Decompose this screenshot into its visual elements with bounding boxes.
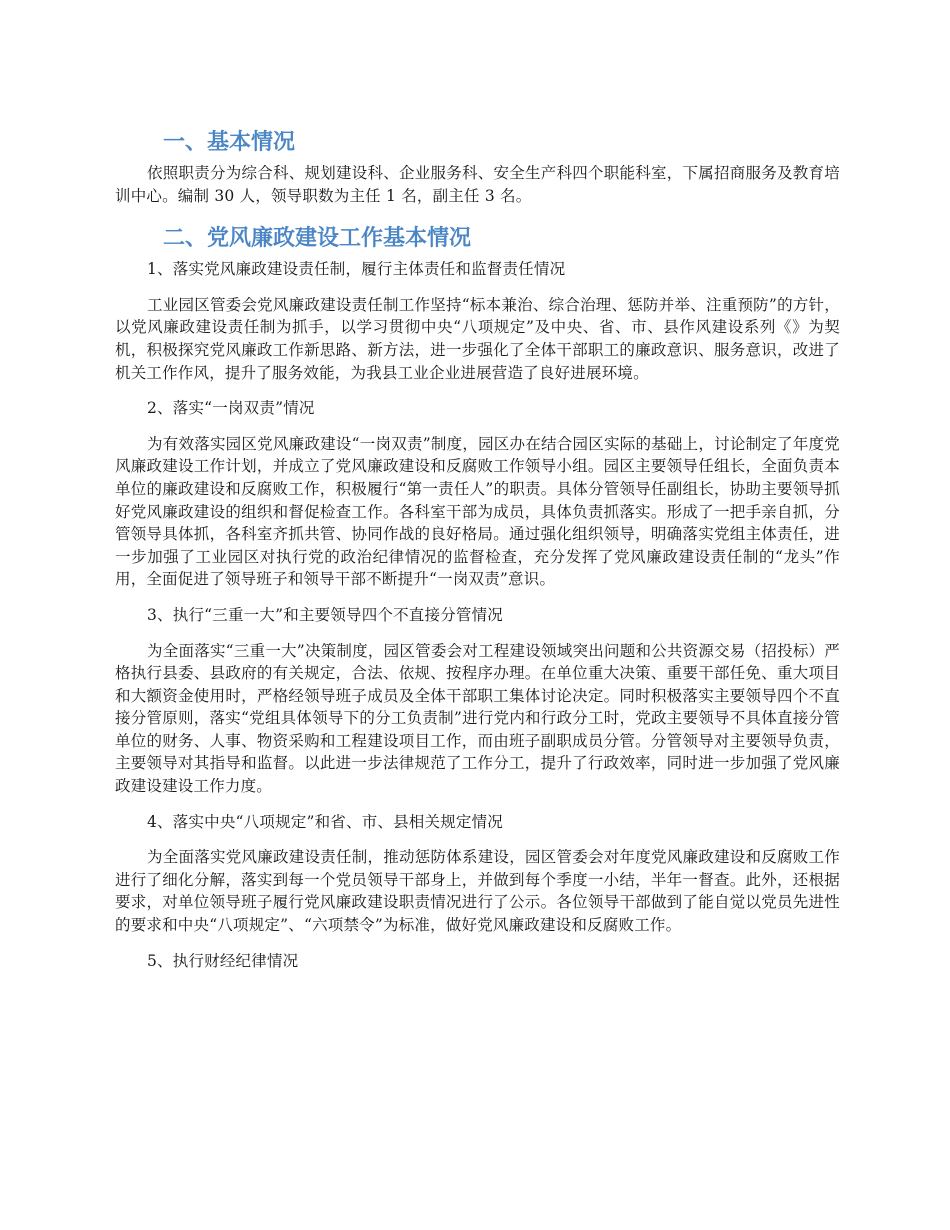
section-paragraph-basic: 依照职责分为综合科、规划建设科、企业服务科、安全生产科四个职能科室，下属招商服务及教育培训中心。编制 30 人，领导职数为主任 1 名，副主任 3 名。 (115, 164, 840, 205)
document-page (115, 124, 840, 985)
item-text-3: 为全面落实“三重一大”决策制度，园区管委会对工程建设领域突出问题和公共资源交易（招投标）严格执行县委、县政府的有关规定，合法、依规、按程序办理。在单位重大决策、重要干部任免、重大项目和大额资金使用时，严格经领导班子成员及全体干部职工集体讨论决定。同时积极落实主要领导四个不直接分管原则，落实“党组具体领导下的分工负责制”进行党内和行政分工时，党政主要领导不具体直接分管单位的财务、人事、物资采购和工程建设项目工作，而由班子副职成员分管。分管领导对主要领导负责，主要领导对其指导和监督。以此进一步法律规范了工作分工，提升了行政效率，同时进一步加强了党风廉政建设建设工作力度。 (115, 641, 840, 796)
item-text-4: 为全面落实党风廉政建设责任制，推动惩防体系建设，园区管委会对年度党风廉政建设和反腐败工作进行了细化分解，落实到每一个党员领导干部身上，并做到每个季度一小结，半年一督查。此外，还根据要求，对单位领导班子履行党风廉政建设职责情况进行了公示。各位领导干部做到了能自觉以党员先进性的要求和中央“八项规定”、“六项禁令”为标准，做好党风廉政建设和反腐败工作。 (115, 848, 840, 935)
item-title-3: 3、执行“三重一大”和主要领导四个不直接分管情况 (147, 605, 504, 624)
item-title-2: 2、落实“一岗双责”情况 (147, 399, 315, 418)
section-heading-party-work: 二、党风廉政建设工作基本情况 (163, 226, 472, 252)
item-title-4: 4、落实中央“八项规定”和省、市、县相关规定情况 (147, 812, 504, 831)
item-title-5: 5、执行财经纪律情况 (147, 951, 299, 970)
item-text-2: 为有效落实园区党风廉政建设“一岗双责”制度，园区办在结合园区实际的基础上，讨论制定了年度党风廉政建设工作计划，并成立了党风廉政建设和反腐败工作领导小组。园区主要领导任组长，全面负责本单位的廉政建设和反腐败工作，积极履行“第一责任人”的职责。具体分管领导任副组长，协助主要领导抓好党风廉政建设的组织和督促检查工作。各科室干部为成员，具体负责抓落实。形成了一把手亲自抓，分管领导具体抓，各科室齐抓共管、协同作战的良好格局。通过强化组织领导，明确落实党组主体责任，进一步加强了工业园区对执行党的政治纪律情况的监督检查，充分发挥了党风廉政建设责任制的“龙头”作用，全面促进了领导班子和领导干部不断提升“一岗双责”意识。 (115, 434, 840, 589)
item-title-1: 1、落实党风廉政建设责任制，履行主体责任和监督责任情况 (147, 260, 566, 279)
item-text-1: 工业园区管委会党风廉政建设责任制工作坚持“标本兼治、综合治理、惩防并举、注重预防”的方针，以党风廉政建设责任制为抓手，以学习贯彻中央“八项规定”及中央、省、市、县作风建设系列《》为契机，积极探究党风廉政工作新思路、新方法，进一步强化了全体干部职工的廉政意识、服务意识，改进了机关工作作风，提升了服务效能，为我县工业企业进展营造了良好进展环境。 (115, 295, 840, 382)
section-heading-basic: 一、基本情况 (163, 130, 296, 155)
